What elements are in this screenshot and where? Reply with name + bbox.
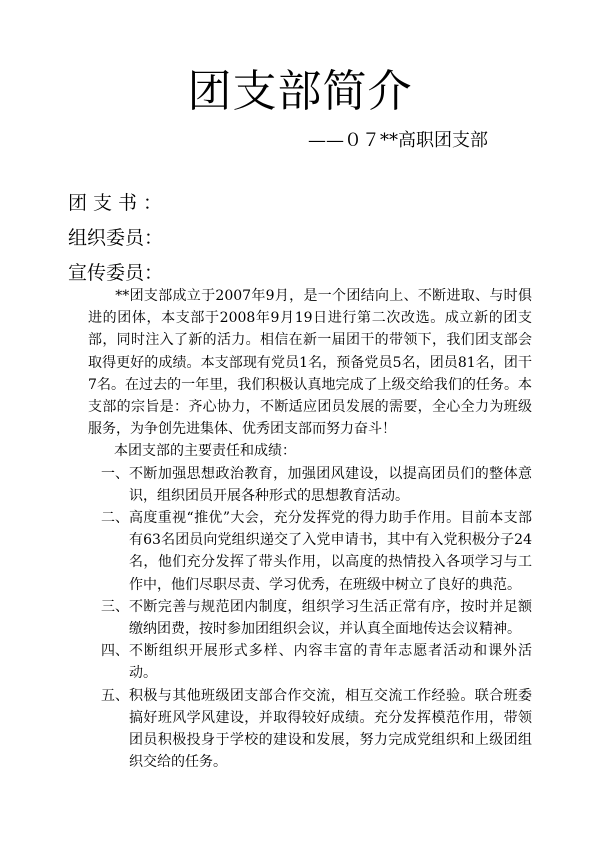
document-title: 团支部简介: [187, 66, 413, 117]
secretary-label: 团支书：: [68, 192, 169, 214]
duties-heading: 本团支部的主要责任和成绩：: [114, 443, 296, 460]
duty-text: 不断加强思想政治教育，加强团风建设，以提高团员们的整体意识，组织团员开展各种形式的思想教育活动。: [129, 465, 532, 504]
document-subtitle: ——０７**高职团支部: [308, 130, 488, 151]
duty-number: 二、: [101, 510, 129, 527]
duty-number: 五、: [101, 687, 129, 704]
publicity-committee-label: 宣传委员：: [68, 262, 164, 284]
duty-number: 一、: [101, 465, 129, 482]
organization-committee-label: 组织委员：: [68, 227, 164, 249]
duty-item: [88, 596, 532, 640]
duty-item: [88, 507, 532, 596]
duty-text: 高度重视“推优”大会，充分发挥党的得力助手作用。目前本支部有63名团员向党组织递交了入党申请书，其中有入党积极分子24名，他们充分发挥了带头作用，以高度的热情投入各项学习与工作中，他们尽职尽责、学习优秀，在班级中树立了良好的典范。: [129, 510, 532, 593]
duty-item: [88, 685, 532, 774]
duty-number: 四、: [101, 643, 129, 660]
document-body: [88, 285, 532, 773]
duty-text: 不断完善与规范团内制度，组织学习生活正常有序，按时并足额缴纳团费，按时参加团组织会议，并认真全面地传达会议精神。: [129, 598, 532, 638]
duty-text: 不断组织开展形式多样、内容丰富的青年志愿者活动和课外活动。: [129, 643, 532, 682]
duty-number: 三、: [101, 598, 129, 615]
intro-paragraph: **团支部成立于2007年9月，是一个团结向上、不断进取、与时俱进的团体，本支部于2008年9月19日进行第二次改选。成立新的团支部，同时注入了新的活力。相信在新一届团干的带领下，我们团支部会取得更好的成绩。本支部现有党员1名，预备党员5名，团员81名，团干7名。在过去的一年里，我们积极认真地完成了上级交给我们的任务。本支部的宗旨是：齐心协力，不断适应团员发展的需要，全心全力为班级服务，为争创先进集体、优秀团支部而努力奋斗！: [88, 288, 532, 438]
duty-item: [88, 640, 532, 684]
duty-text: 积极与其他班级团支部合作交流，相互交流工作经验。联合班委搞好班风学风建设，并取得较好成绩。充分发挥模范作用，带领团员积极投身于学校的建设和发展，努力完成党组织和上级团组织交给的任务。: [129, 687, 532, 771]
duties-list: [88, 463, 532, 774]
duty-item: [88, 463, 532, 507]
